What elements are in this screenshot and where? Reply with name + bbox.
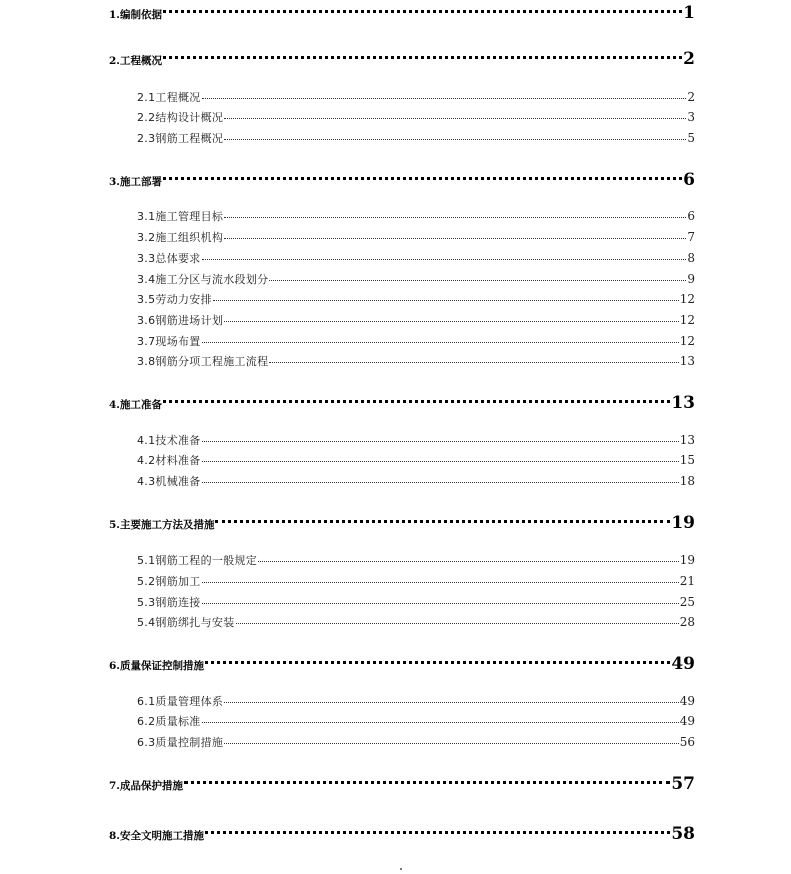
- toc-entry-5-2[interactable]: [137, 572, 695, 589]
- toc-entry-8[interactable]: [109, 821, 695, 844]
- dot-leader: [163, 390, 670, 408]
- toc-entry-label: 3.7现场布置: [137, 335, 201, 348]
- toc-entry-3-5[interactable]: [137, 290, 695, 307]
- toc-entry-label: 4.1技术准备: [137, 434, 201, 447]
- dot-leader: [184, 771, 670, 789]
- toc-entry-label: 5.主要施工方法及措施: [109, 519, 215, 531]
- toc-entry-6-2[interactable]: [137, 712, 695, 729]
- toc-entry-label: 3.1施工管理目标: [137, 210, 224, 223]
- toc-entry-label: 3.6钢筋进场计划: [137, 314, 224, 327]
- dot-leader: [163, 167, 682, 185]
- toc-entry-4-1[interactable]: [137, 431, 695, 448]
- toc-entry-3-6[interactable]: [137, 311, 695, 328]
- toc-entry-label: 3.3总体要求: [137, 252, 201, 265]
- toc-entry-page: 3: [687, 110, 695, 124]
- dot-leader: [258, 551, 679, 564]
- toc-entry-page: 13: [679, 354, 695, 368]
- toc-entry-label: 5.4钢筋绑扎与安装: [137, 616, 235, 629]
- toc-entry-3-3[interactable]: [137, 249, 695, 266]
- toc-entry-label: 4.施工准备: [109, 399, 162, 411]
- toc-entry-2[interactable]: [109, 46, 695, 69]
- toc-entry-4-2[interactable]: [137, 451, 695, 468]
- dot-leader: [215, 510, 670, 528]
- toc-entry-page: 49: [679, 694, 695, 708]
- toc-entry-3-8[interactable]: [137, 352, 695, 369]
- dot-leader: [163, 46, 682, 64]
- toc-entry-page: 49: [679, 714, 695, 728]
- toc-entry-3-1[interactable]: [137, 207, 695, 224]
- toc-entry-5[interactable]: [109, 510, 695, 533]
- toc-entry-page: 2: [687, 90, 695, 104]
- toc-entry-7[interactable]: [109, 771, 695, 794]
- toc-entry-label: 3.2施工组织机构: [137, 231, 224, 244]
- toc-entry-label: 2.1工程概况: [137, 91, 201, 104]
- toc-entry-4[interactable]: [109, 390, 695, 413]
- toc-entry-label: 5.2钢筋加工: [137, 575, 201, 588]
- dot-leader: [224, 207, 686, 220]
- dot-leader: [205, 651, 670, 669]
- toc-entry-3-4[interactable]: [137, 270, 695, 287]
- dot-leader: [269, 352, 678, 365]
- toc-entry-2-1[interactable]: [137, 88, 695, 105]
- toc-entry-3[interactable]: [109, 167, 695, 190]
- toc-entry-page: 13: [679, 433, 695, 447]
- toc-entry-page: 18: [679, 474, 695, 488]
- toc-entry-page: 12: [679, 334, 695, 348]
- dot-leader: [205, 821, 670, 839]
- toc-entry-label: 5.3钢筋连接: [137, 596, 201, 609]
- page-mark: [400, 868, 402, 870]
- toc-entry-label: 2.3钢筋工程概况: [137, 132, 224, 145]
- toc-entry-3-7[interactable]: [137, 332, 695, 349]
- toc-entry-page: 25: [679, 595, 695, 609]
- toc-entry-5-1[interactable]: [137, 551, 695, 568]
- toc-entry-5-4[interactable]: [137, 613, 695, 630]
- toc-entry-label: 6.2质量标准: [137, 715, 201, 728]
- dot-leader: [202, 249, 687, 262]
- toc-entry-page: 12: [679, 292, 695, 306]
- toc-entry-page: 19: [679, 553, 695, 567]
- dot-leader: [202, 712, 679, 725]
- dot-leader: [224, 228, 686, 241]
- toc-entry-page: 13: [671, 393, 695, 413]
- toc-entry-label: 3.4施工分区与流水段划分: [137, 273, 269, 286]
- dot-leader: [202, 332, 679, 345]
- toc-entry-page: 1: [683, 3, 695, 23]
- toc-entry-label: 1.编制依据: [109, 9, 162, 21]
- toc-entry-6[interactable]: [109, 651, 695, 674]
- toc-entry-label: 6.质量保证控制措施: [109, 660, 204, 672]
- toc-entry-page: 7: [687, 230, 695, 244]
- toc-entry-label: 5.1钢筋工程的一般规定: [137, 554, 258, 567]
- dot-leader: [224, 129, 686, 142]
- dot-leader: [202, 472, 679, 485]
- dot-leader: [202, 88, 687, 101]
- toc-entry-page: 2: [683, 49, 695, 69]
- toc-entry-page: 6: [683, 170, 695, 190]
- toc-entry-page: 57: [671, 774, 695, 794]
- toc-entry-label: 2.2结构设计概况: [137, 111, 224, 124]
- toc-entry-1[interactable]: [109, 0, 695, 23]
- toc-entry-label: 6.1质量管理体系: [137, 695, 224, 708]
- toc-entry-6-3[interactable]: [137, 733, 695, 750]
- toc-entry-page: 6: [687, 209, 695, 223]
- toc-entry-label: 4.2材料准备: [137, 454, 201, 467]
- toc-entry-4-3[interactable]: [137, 472, 695, 489]
- toc-entry-page: 9: [687, 272, 695, 286]
- toc-entry-page: 12: [679, 313, 695, 327]
- toc-entry-page: 19: [671, 513, 695, 533]
- toc-entry-2-2[interactable]: [137, 108, 695, 125]
- toc-entry-2-3[interactable]: [137, 129, 695, 146]
- toc-entry-label: 6.3质量控制措施: [137, 736, 224, 749]
- toc-entry-label: 4.3机械准备: [137, 475, 201, 488]
- toc-entry-label: 3.8钢筋分项工程施工流程: [137, 355, 269, 368]
- dot-leader: [202, 431, 679, 444]
- toc-entry-page: 15: [679, 453, 695, 467]
- dot-leader: [202, 572, 679, 585]
- dot-leader: [224, 692, 679, 705]
- dot-leader: [224, 311, 679, 324]
- dot-leader: [202, 593, 679, 606]
- dot-leader: [213, 290, 679, 303]
- toc-entry-page: 5: [687, 131, 695, 145]
- dot-leader: [224, 733, 679, 746]
- toc-entry-page: 28: [679, 615, 695, 629]
- toc-entry-label: 3.5劳动力安排: [137, 293, 212, 306]
- toc-entry-label: 7.成品保护措施: [109, 780, 183, 792]
- toc-entry-label: 8.安全文明施工措施: [109, 830, 204, 842]
- dot-leader: [224, 108, 686, 121]
- toc-entry-page: 21: [679, 574, 695, 588]
- toc-entry-page: 56: [679, 735, 695, 749]
- toc-entry-3-2[interactable]: [137, 228, 695, 245]
- toc-entry-label: 3.施工部署: [109, 176, 162, 188]
- toc-entry-6-1[interactable]: [137, 692, 695, 709]
- toc-entry-page: 58: [671, 824, 695, 844]
- toc-entry-page: 8: [687, 251, 695, 265]
- dot-leader: [163, 0, 682, 18]
- dot-leader: [236, 613, 679, 626]
- dot-leader: [202, 451, 679, 464]
- toc-entry-5-3[interactable]: [137, 593, 695, 610]
- dot-leader: [269, 270, 686, 283]
- toc-entry-label: 2.工程概况: [109, 55, 162, 67]
- toc-entry-page: 49: [671, 654, 695, 674]
